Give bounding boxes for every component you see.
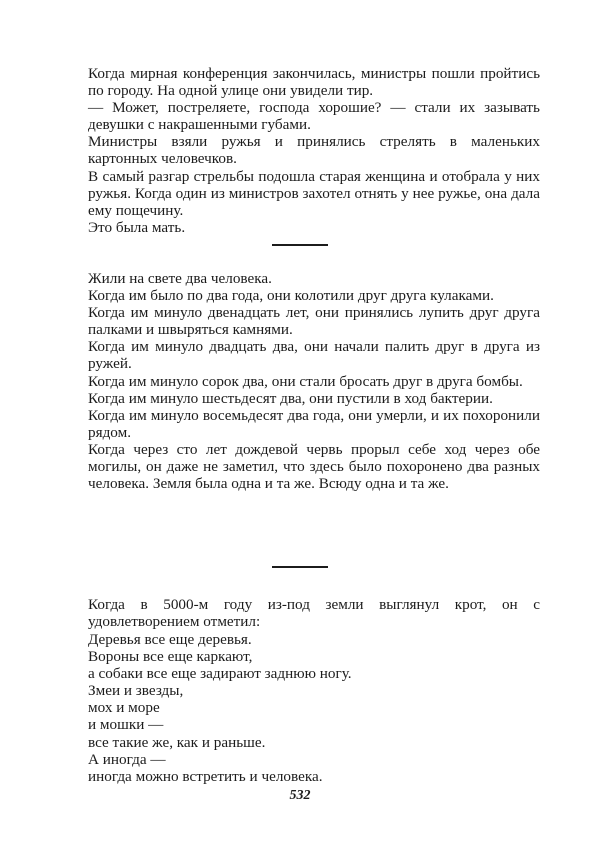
- paragraph: Когда им минуло шестьдесят два, они пустили в ход бактерии.: [88, 389, 493, 407]
- paragraph: Когда через сто лет дождевой червь прорыл себе ход через обе могилы, он даже не заметил, что здесь было похоронено два разных человека. Земля была одна и та же. Всюду одна и та же.: [88, 440, 540, 493]
- paragraph: Когда им минуло сорок два, они стали бросать друг в друга бомбы.: [88, 372, 523, 390]
- paragraph: Жили на свете два человека.: [88, 270, 272, 287]
- poem-line: и мошки —: [88, 716, 164, 734]
- poem-line: а собаки все еще задирают заднюю ногу.: [88, 665, 352, 683]
- paragraph: Когда им было по два года, они колотили друг друга кулаками.: [88, 287, 494, 305]
- poem-line: мох и море: [88, 699, 160, 717]
- poem-line: все такие же, как и раньше.: [88, 733, 266, 751]
- poem-line: Деревья все еще деревья.: [88, 631, 252, 648]
- poem-line: Змеи и звезды,: [88, 682, 184, 700]
- story-2: [88, 270, 540, 492]
- section-divider: [272, 566, 328, 568]
- poem-line: А иногда —: [88, 750, 166, 768]
- poem-line: иногда можно встретить и человека.: [88, 767, 323, 785]
- paragraph: Министры взяли ружья и принялись стрелять в маленьких картонных человечков.: [88, 133, 540, 168]
- paragraph: Когда им минуло восемьдесят два года, они умерли, и их похоронили рядом.: [88, 406, 540, 441]
- section-divider: [272, 244, 328, 246]
- page-number: 532: [289, 788, 311, 803]
- paragraph: Это была мать.: [88, 218, 186, 236]
- poem-line: Вороны все еще каркают,: [88, 648, 253, 666]
- paragraph: Когда мирная конференция закончилась, министры пошли пройтись по городу. На одной улице они увидели тир.: [88, 65, 540, 100]
- paragraph: Когда им минуло двадцать два, они начали палить друг в друга из ружей.: [88, 338, 540, 373]
- story-intro: Когда в 5000-м году из-под земли выглянул крот, он с удовлетворением отметил:: [88, 596, 540, 631]
- paragraph: Когда им минуло двенадцать лет, они принялись лупить друг друга палками и швыряться камнями.: [88, 304, 540, 339]
- poem: [88, 631, 508, 785]
- story-3: [88, 596, 540, 630]
- paragraph: В самый разгар стрельбы подошла старая женщина и отобрала у них ружья. Когда один из министров захотел отнять у нее ружье, она дала ему пощечину.: [88, 167, 540, 219]
- story-1: [88, 65, 540, 236]
- paragraph: — Может, постреляете, господа хорошие? — стали их зазывать девушки с накрашенными губами.: [88, 99, 540, 134]
